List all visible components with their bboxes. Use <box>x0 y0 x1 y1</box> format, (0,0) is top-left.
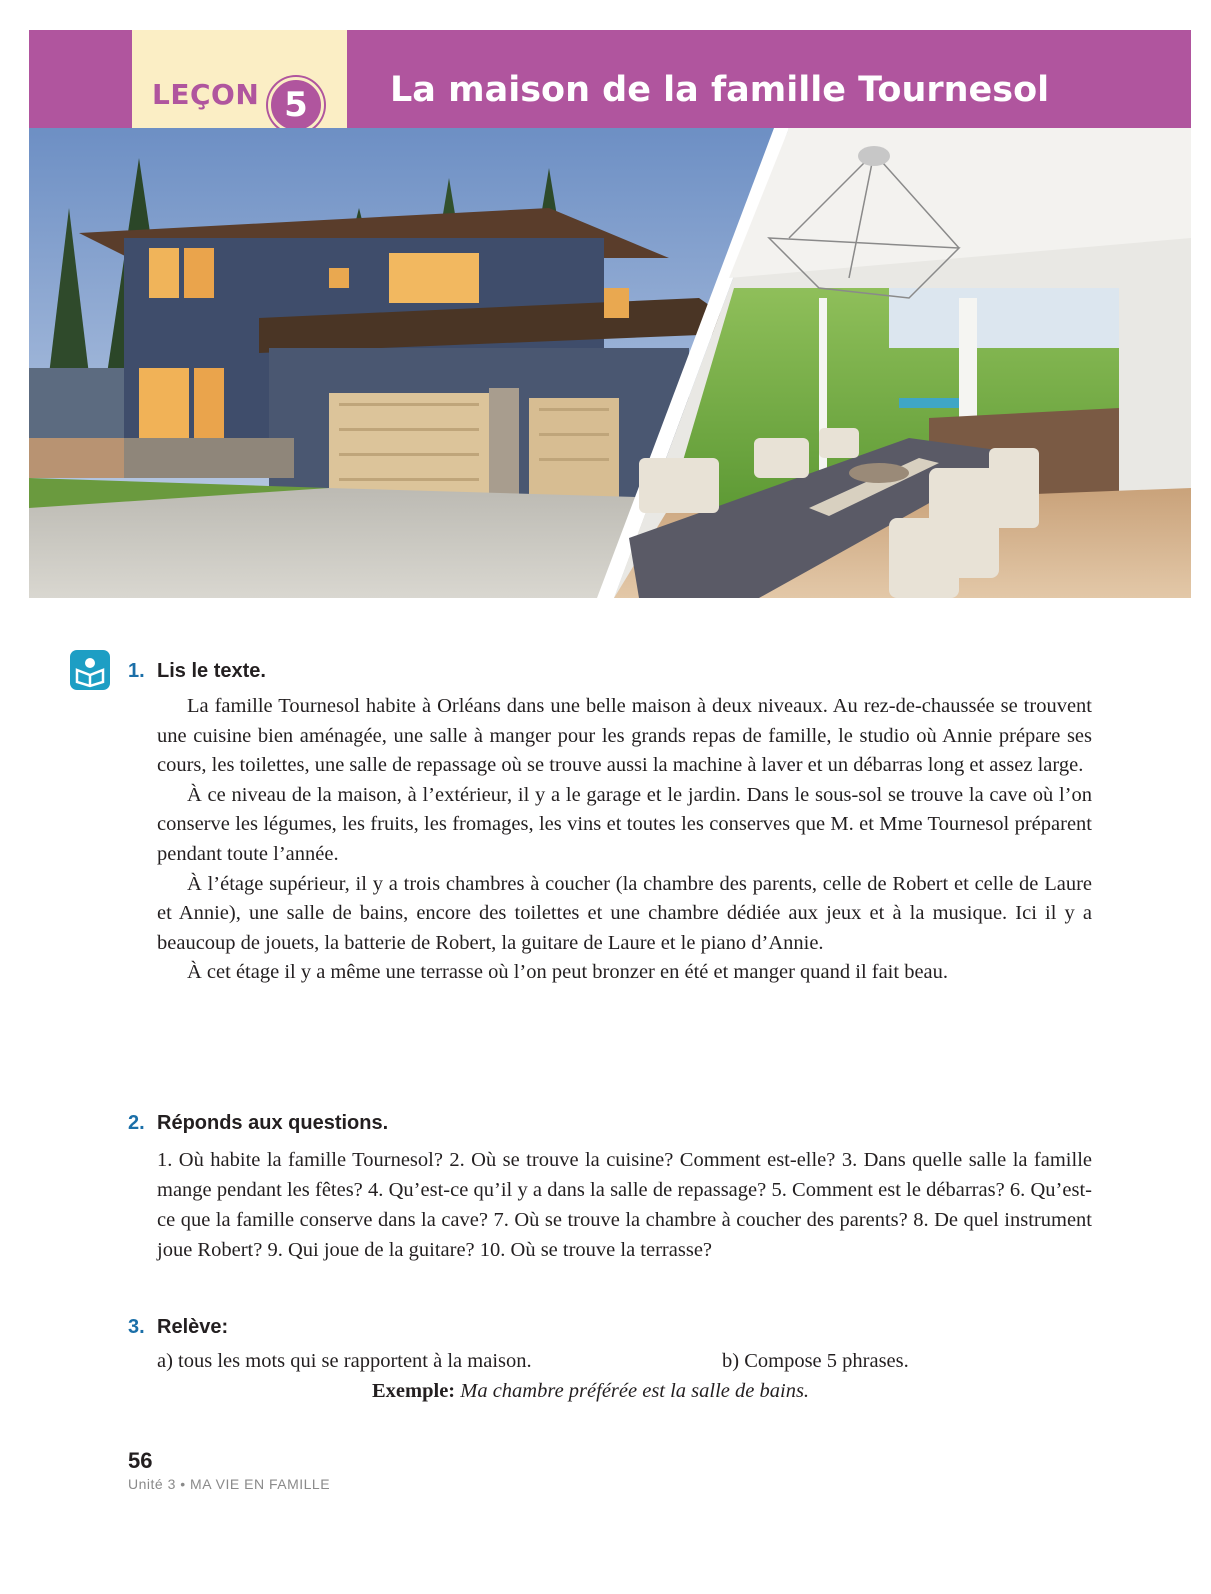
lesson-number-badge: 5 <box>268 77 324 133</box>
questions-text: 1. Où habite la famille Tournesol? 2. Où se trouve la cuisine? Comment est-elle? 3. Dans quelle salle la famille mange pendant les fêtes? 4. Qu’est-ce qu’il y a dans la salle de repassage? 5. Comment est le débarras? 6. Qu’est-ce que la famille conserve dans la cave? 7. Où se trouve la chambre à coucher des parents? 8. De quel instrument joue Robert? 9. Qui joue de la guitare? 10. Où se trouve la terrasse? <box>157 1149 1092 1261</box>
page-title: La maison de la famille Tournesol <box>390 70 1050 110</box>
question-title-3: Relève: <box>157 1316 229 1338</box>
question-number-3: 3. <box>128 1316 145 1338</box>
task-a: a) tous les mots qui se rapportent à la maison. <box>157 1350 532 1372</box>
paragraph: À ce niveau de la maison, à l’extérieur, il y a le garage et le jardin. Dans le sous-sol se trouve la cave où l’on conserve les légumes, les fruits, les fromages, les vins et toutes les conserves que M. et Mme Tournesol préparent pendant toute l’année. <box>157 783 1092 865</box>
question-title-1: Lis le texte. <box>157 660 266 682</box>
lesson-label: LEÇON <box>152 78 260 111</box>
example-label: Exemple: <box>372 1380 456 1402</box>
task-b: b) Compose 5 phrases. <box>722 1350 909 1372</box>
reading-text <box>157 692 1092 988</box>
paragraph: À l’étage supérieur, il y a trois chambres à coucher (la chambre des parents, celle de Robert et celle de Laure et Annie), une salle de bains, encore des toilettes et une chambre dédiée aux jeux et à la musique. Ici il y a beaucoup de jouets, la batterie de Robert, la guitare de Laure et le piano d’Annie. <box>157 872 1092 954</box>
paragraph: À cet étage il y a même une terrasse où l’on peut bronzer en été et manger quand il fait beau. <box>187 961 949 984</box>
header-photo <box>29 128 1191 598</box>
page-number: 56 <box>128 1448 153 1473</box>
question-title-2: Réponds aux questions. <box>157 1112 389 1134</box>
reading-icon <box>70 650 110 690</box>
unit-footer: Unité 3 • MA VIE EN FAMILLE <box>128 1476 331 1492</box>
example-text: Ma chambre préférée est la salle de bains. <box>460 1380 810 1402</box>
paragraph: La famille Tournesol habite à Orléans dans une belle maison à deux niveaux. Au rez-de-chaussée se trouvent une cuisine bien aménagée, une salle à manger pour les grands repas de famille, le studio où Annie prépare ses cours, les toilettes, une salle de repassage où se trouve aussi la machine à laver et un débarras long et assez large. <box>157 695 1092 777</box>
question-number-1: 1. <box>128 660 145 682</box>
example-line <box>372 1380 809 1403</box>
question-number-2: 2. <box>128 1112 145 1134</box>
